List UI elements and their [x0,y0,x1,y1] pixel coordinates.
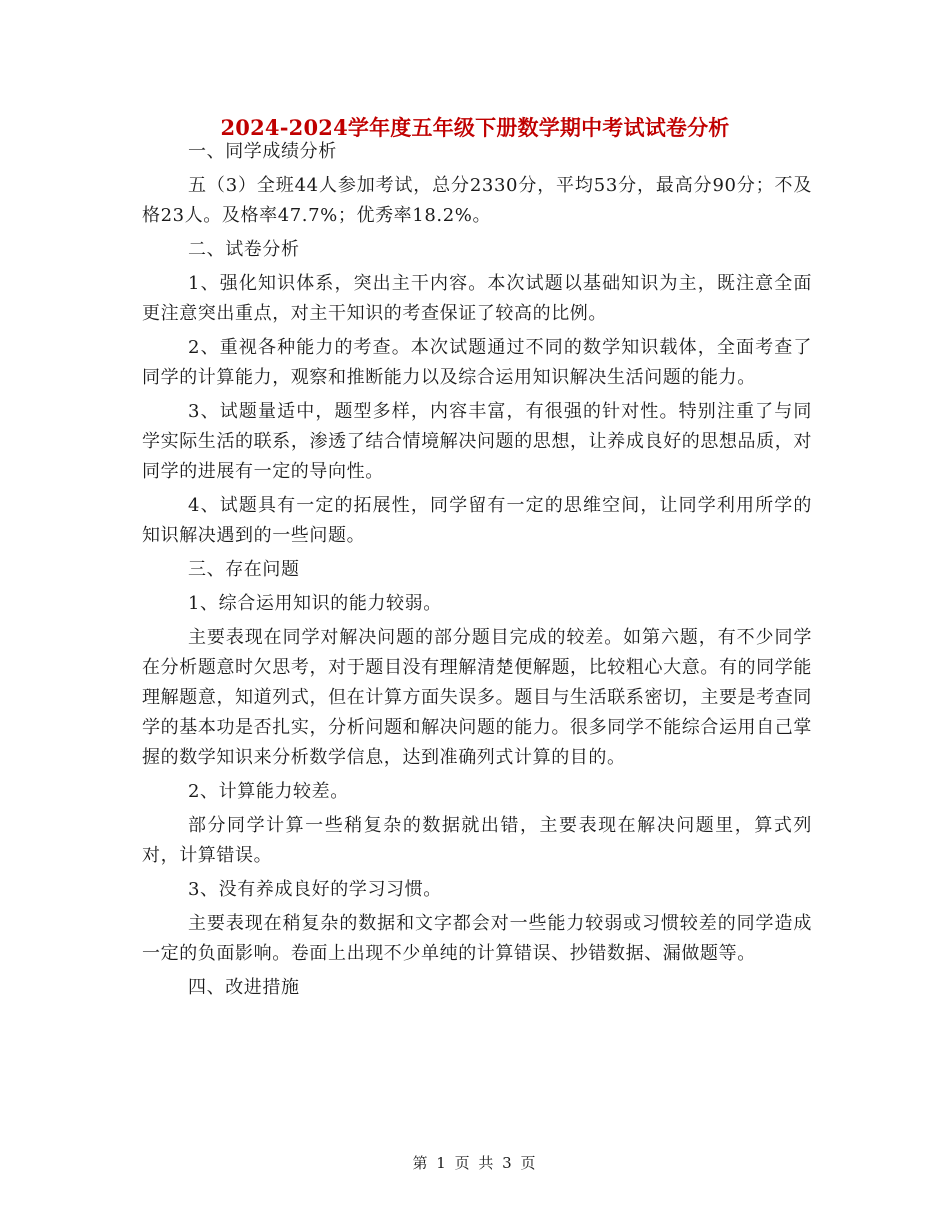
section-heading-paper-analysis: 二、试卷分析 [188,239,300,260]
subheading-problem-1: 1、综合运用知识的能力较弱。 [188,593,442,614]
document-body [142,137,812,1007]
section-heading-improvement: 四、改进措施 [188,977,300,998]
page-footer: 第 1 页 共 3 页 [412,1154,538,1172]
subheading-problem-3: 3、没有养成良好的学习习惯。 [188,879,442,900]
subheading-problem-2: 2、计算能力较差。 [188,781,349,802]
paragraph-analysis-1: 1、强化知识体系，突出主干内容。本次试题以基础知识为主，既注意全面更注意突出重点，对主干知识的考查保证了较高的比例。 [142,273,812,324]
document-title: 2024-2024学年度五年级下册数学期中考试试卷分析 [220,115,730,140]
paragraph-class-stats: 五（3）全班44人参加考试，总分2330分，平均53分，最高分90分；不及格23人。及格率47.7%；优秀率18.2%。 [142,175,812,226]
paragraph-problem-3: 主要表现在稍复杂的数据和文字都会对一些能力较弱或习惯较差的同学造成一定的负面影响。卷面上出现不少单纯的计算错误、抄错数据、漏做题等。 [142,913,812,964]
paragraph-analysis-2: 2、重视各种能力的考查。本次试题通过不同的数学知识载体，全面考查了同学的计算能力，观察和推断能力以及综合运用知识解决生活问题的能力。 [142,337,812,388]
paragraph-problem-2: 部分同学计算一些稍复杂的数据就出错，主要表现在解决问题里，算式列对，计算错误。 [142,815,812,866]
section-heading-performance: 一、同学成绩分析 [188,141,337,162]
paragraph-analysis-3: 3、试题量适中，题型多样，内容丰富，有很强的针对性。特别注重了与同学实际生活的联系，渗透了结合情境解决问题的思想，让养成良好的思想品质，对同学的进展有一定的导向性。 [142,401,812,482]
section-heading-problems: 三、存在问题 [188,559,300,580]
paragraph-analysis-4: 4、试题具有一定的拓展性，同学留有一定的思维空间，让同学利用所学的知识解决遇到的一些问题。 [142,495,812,546]
paragraph-problem-1: 主要表现在同学对解决问题的部分题目完成的较差。如第六题，有不少同学在分析题意时欠思考，对于题目没有理解清楚便解题，比较粗心大意。有的同学能理解题意，知道列式，但在计算方面失误多。题目与生活联系密切，主要是考查同学的基本功是否扎实，分析问题和解决问题的能力。很多同学不能综合运用自己掌握的数学知识来分析数学信息，达到准确列式计算的目的。 [142,627,812,768]
